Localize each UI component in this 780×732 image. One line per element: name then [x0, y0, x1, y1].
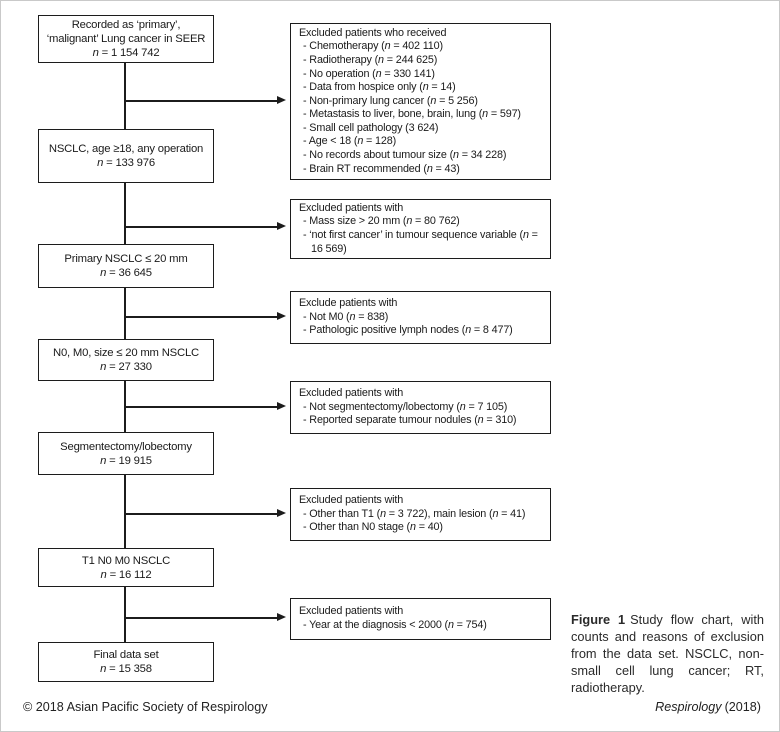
caption-label: Figure 1 — [571, 612, 626, 627]
step-count: n = 36 645 — [100, 267, 152, 279]
step-label: Primary NSCLC ≤ 20 mm — [64, 253, 188, 265]
exclusion-title: Excluded patients with — [299, 201, 404, 214]
exclusion-item: - Not M0 (n = 838) — [303, 310, 389, 323]
arrow-to-exclusion-5 — [125, 513, 277, 515]
flow-step-box-6 — [38, 548, 214, 587]
step-label: N0, M0, size ≤ 20 mm NSCLC — [52, 347, 199, 359]
arrow-to-exclusion-1 — [125, 100, 277, 102]
journal-year: (2018) — [724, 700, 761, 714]
exclusion-item: - No operation (n = 330 141) — [303, 67, 435, 80]
exclusion-title: Excluded patients with — [299, 494, 404, 507]
arrow-to-exclusion-3 — [125, 316, 277, 318]
exclusion-box-1 — [290, 23, 551, 180]
flow-step-box-7 — [38, 642, 214, 682]
step-label: Final data set — [93, 649, 159, 661]
exclusion-title: Excluded patients with — [299, 387, 404, 400]
step-count: n = 1 154 742 — [92, 47, 160, 59]
exclusion-title: Exclude patients with — [299, 297, 398, 310]
exclusion-item: - Small cell pathology (3 624) — [303, 121, 439, 134]
exclusion-title: Excluded patients who received — [299, 26, 447, 39]
exclusion-box-3 — [290, 291, 551, 344]
step-label: Segmentectomy/lobectomy — [60, 440, 192, 453]
journal-name: Respirology — [655, 700, 722, 714]
arrow-to-exclusion-4 — [125, 406, 277, 408]
figure-caption — [571, 611, 764, 696]
flow-step-box-5 — [38, 432, 214, 475]
exclusion-item: - No records about tumour size (n = 34 228) — [303, 149, 507, 162]
exclusion-item: - Pathologic positive lymph nodes (n = 8 477) — [303, 324, 513, 337]
exclusion-item: - Non-primary lung cancer (n = 5 256) — [303, 94, 478, 107]
flow-step-box-1 — [38, 15, 214, 63]
exclusion-item: - Mass size > 20 mm (n = 80 762) — [303, 215, 460, 228]
journal-credit — [655, 700, 761, 714]
step-label: T1 N0 M0 NSCLC — [81, 554, 171, 567]
exclusion-item: - Not segmentectomy/lobectomy (n = 7 105) — [303, 400, 508, 413]
exclusion-item: - Other than N0 stage (n = 40) — [303, 521, 443, 534]
step-label: NSCLC, age ≥18, any operation — [48, 143, 204, 155]
arrow-to-exclusion-2 — [125, 226, 277, 228]
flow-step-box-3 — [38, 244, 214, 288]
flow-step-box-4 — [38, 339, 214, 381]
copyright-text: © 2018 Asian Pacific Society of Respirology — [23, 700, 268, 714]
exclusion-item: - Radiotherapy (n = 244 625) — [303, 53, 438, 66]
flow-step-box-2 — [38, 129, 214, 183]
caption-text: Study flow chart, with counts and reasons of exclusion from the data set. NSCLC, non-small cell lung cancer; RT, radiotherapy. — [571, 612, 764, 695]
step-label: Recorded as ‘primary’, — [71, 19, 181, 31]
step-count: n = 133 976 — [97, 157, 155, 169]
exclusion-item: - Data from hospice only (n = 14) — [303, 81, 456, 94]
exclusion-item: - ‘not first cancer’ in tumour sequence variable (n = 16 569) — [303, 229, 538, 255]
exclusion-item: - Year at the diagnosis < 2000 (n = 754) — [303, 619, 487, 631]
exclusion-item: - Other than T1 (n = 3 722), main lesion (n = 41) — [303, 507, 526, 520]
step-count: n = 15 358 — [100, 663, 152, 675]
step-count: n = 19 915 — [100, 454, 152, 467]
exclusion-item: - Reported separate tumour nodules (n = 310) — [303, 414, 517, 427]
step-label: ‘malignant’ Lung cancer in SEER — [46, 33, 206, 45]
exclusion-box-6 — [290, 598, 551, 640]
exclusion-box-5 — [290, 488, 551, 541]
step-count: n = 27 330 — [100, 361, 152, 373]
exclusion-title: Excluded patients with — [299, 605, 404, 618]
exclusion-box-4 — [290, 381, 551, 434]
step-count: n = 16 112 — [100, 568, 152, 581]
exclusion-item: - Age < 18 (n = 128) — [303, 135, 397, 148]
exclusion-item: - Brain RT recommended (n = 43) — [303, 162, 460, 175]
arrow-to-exclusion-6 — [125, 617, 277, 619]
exclusion-item: - Chemotherapy (n = 402 110) — [303, 40, 443, 53]
exclusion-box-2 — [290, 199, 551, 259]
exclusion-item: - Metastasis to liver, bone, brain, lung (n = 597) — [303, 108, 521, 121]
